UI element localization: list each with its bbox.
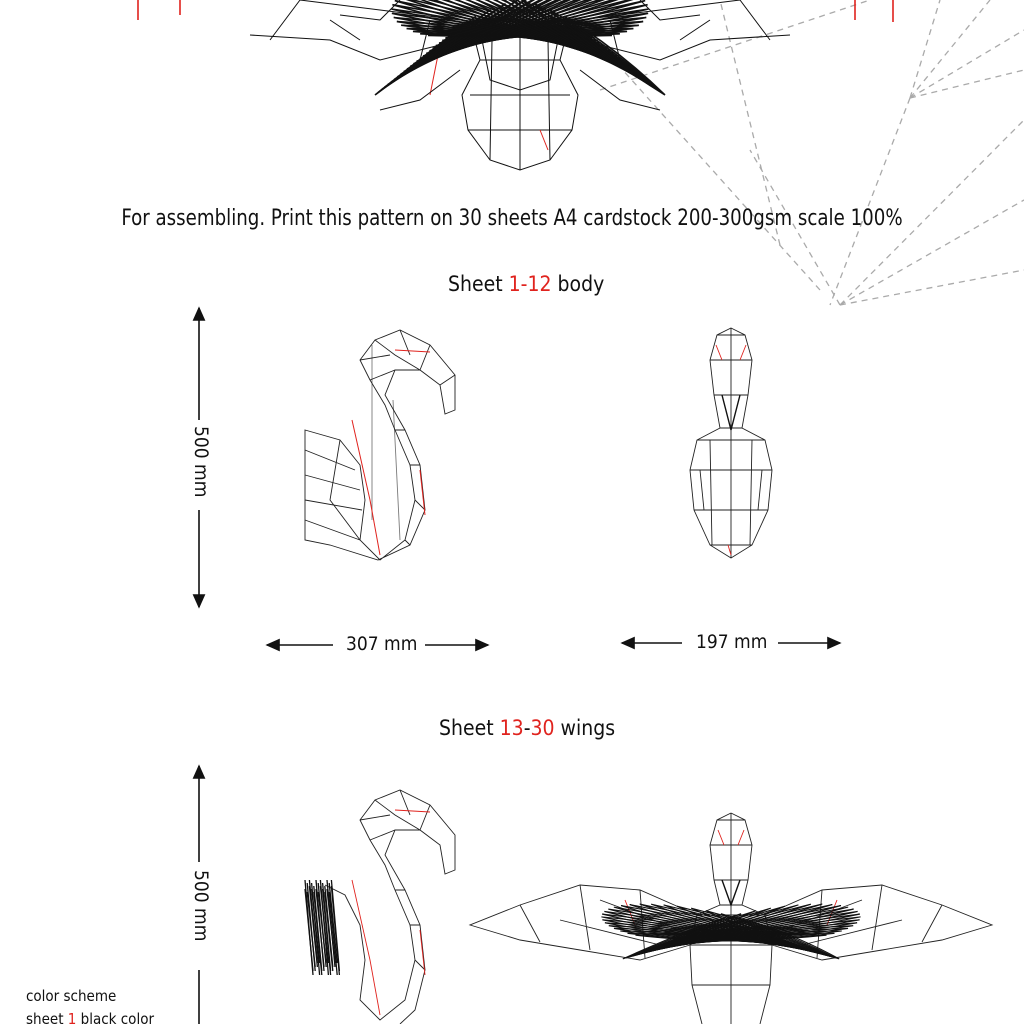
- front-width-dimension: 197 mm: [692, 631, 771, 653]
- color-scheme-line-prefix: sheet: [26, 1010, 68, 1028]
- color-scheme-line-suffix: black color: [76, 1010, 154, 1028]
- dashed-construction-lines: [560, 0, 1024, 305]
- sheet-body-prefix: Sheet: [448, 272, 509, 296]
- sheet-wings-suffix: wings: [554, 716, 616, 740]
- sheet-body-range: 1-12: [508, 272, 552, 296]
- sheet-wings-prefix: Sheet: [439, 716, 500, 740]
- sheet-body-suffix: body: [551, 272, 605, 296]
- color-scheme-line: [26, 1010, 154, 1028]
- front-view-flamingo: [690, 328, 772, 558]
- dimension-arrows-top: [199, 308, 840, 645]
- side-width-dimension: 307 mm: [342, 633, 421, 655]
- color-scheme-line-num: 1: [67, 1010, 77, 1028]
- sheet-wings-title: [439, 716, 615, 740]
- bottom-side-view-flamingo: [325, 790, 455, 1024]
- color-scheme-title: color scheme: [26, 987, 117, 1005]
- sheet-wings-range-end: 30: [530, 716, 555, 740]
- height-dimension-bottom: 500 mm: [190, 866, 212, 945]
- sheet-wings-dash: -: [523, 716, 531, 740]
- assembly-caption: For assembling. Print this pattern on 30 sheets A4 cardstock 200-300gsm scale 100%: [121, 206, 903, 231]
- black-feather-block: [305, 880, 339, 975]
- side-view-flamingo: [305, 330, 455, 560]
- sheet-wings-range-start: 13: [499, 716, 524, 740]
- sheet-body-title: [448, 272, 604, 296]
- height-dimension-top: 500 mm: [190, 422, 212, 501]
